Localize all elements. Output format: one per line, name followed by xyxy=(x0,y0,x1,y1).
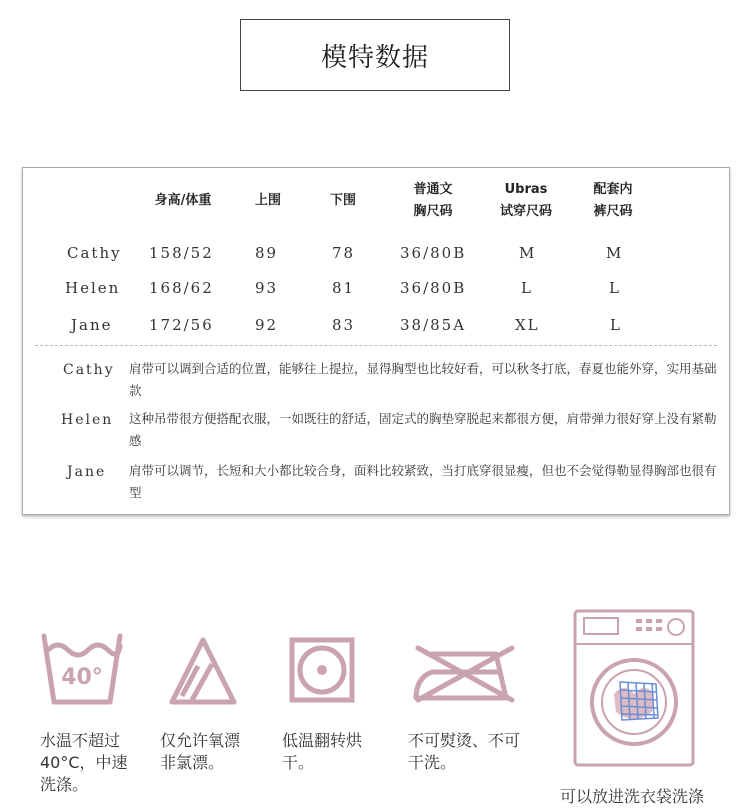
model-name: Jane xyxy=(71,316,113,334)
table-cell: M xyxy=(519,244,537,262)
bleach-triangle-icon xyxy=(168,636,238,706)
table-cell: XL xyxy=(515,316,540,334)
desc-model-name: Helen xyxy=(61,412,114,428)
table-cell: L xyxy=(609,279,621,297)
table-cell: L xyxy=(610,316,622,334)
header-hip: 下围 xyxy=(329,193,356,208)
care-text-wash: 水温不超过 40°C，中速 洗涤。 xyxy=(40,731,128,794)
care-text-bleach: 仅允许氧漂 非氯漂。 xyxy=(160,731,241,772)
model-name: Cathy xyxy=(67,244,122,262)
table-cell: 168/62 xyxy=(149,279,214,297)
care-text-machine: 可以放进洗衣袋洗涤 xyxy=(560,787,705,806)
desc-text: 这种吊带很方便搭配衣服，一如既往的舒适，固定式的胸垫穿脱起来都很方便，肩带弹力很好穿上没有紧勒感 xyxy=(129,411,717,448)
washing-machine-bag-icon xyxy=(572,608,696,768)
header-panty-size: 配套内 裤尺码 xyxy=(593,182,633,219)
table-cell: 93 xyxy=(255,279,279,297)
desc-text: 肩带可以调节，长短和大小都比较合身，面料比较紧致，当打底穿很显瘦，但也不会觉得勒显得胸部也很有型 xyxy=(129,463,717,500)
header-bust: 上围 xyxy=(254,193,281,208)
do-not-iron-icon xyxy=(410,642,520,704)
desc-model-name: Cathy xyxy=(63,362,115,378)
care-text-dry: 低温翻转烘 干。 xyxy=(282,731,363,772)
desc-text: 肩带可以调到合适的位置，能够往上提拉，显得胸型也比较好看，可以秋冬打底，春夏也能外穿，实用基础款 xyxy=(129,361,717,398)
header-height-weight: 身高/体重 xyxy=(154,193,212,208)
table-cell: 36/80B xyxy=(400,279,467,297)
table-cell: 38/85A xyxy=(400,316,467,334)
table-cell: L xyxy=(521,279,533,297)
table-cell: 83 xyxy=(332,316,356,334)
header-bra-size: 普通文 胸尺码 xyxy=(413,182,453,219)
care-text-iron: 不可熨烫、不可 干洗。 xyxy=(408,731,521,772)
table-cell: 172/56 xyxy=(149,316,214,334)
table-cell: M xyxy=(606,244,624,262)
table-cell: 158/52 xyxy=(149,244,214,262)
table-cell: 78 xyxy=(332,244,356,262)
table-cell: 81 xyxy=(332,279,356,297)
table-cell: 92 xyxy=(255,316,279,334)
wash-40-icon xyxy=(40,632,124,708)
table-cell: 36/80B xyxy=(400,244,467,262)
dashed-divider xyxy=(35,345,717,346)
model-name: Helen xyxy=(65,279,121,297)
page-title: 模特数据 xyxy=(240,19,510,91)
wash-40-label: 40° xyxy=(61,665,103,690)
desc-model-name: Jane xyxy=(67,464,107,480)
model-data-card xyxy=(22,167,730,515)
tumble-dry-low-icon xyxy=(288,636,356,704)
table-cell: 89 xyxy=(255,244,279,262)
header-ubras-size: Ubras 试穿尺码 xyxy=(499,182,552,219)
